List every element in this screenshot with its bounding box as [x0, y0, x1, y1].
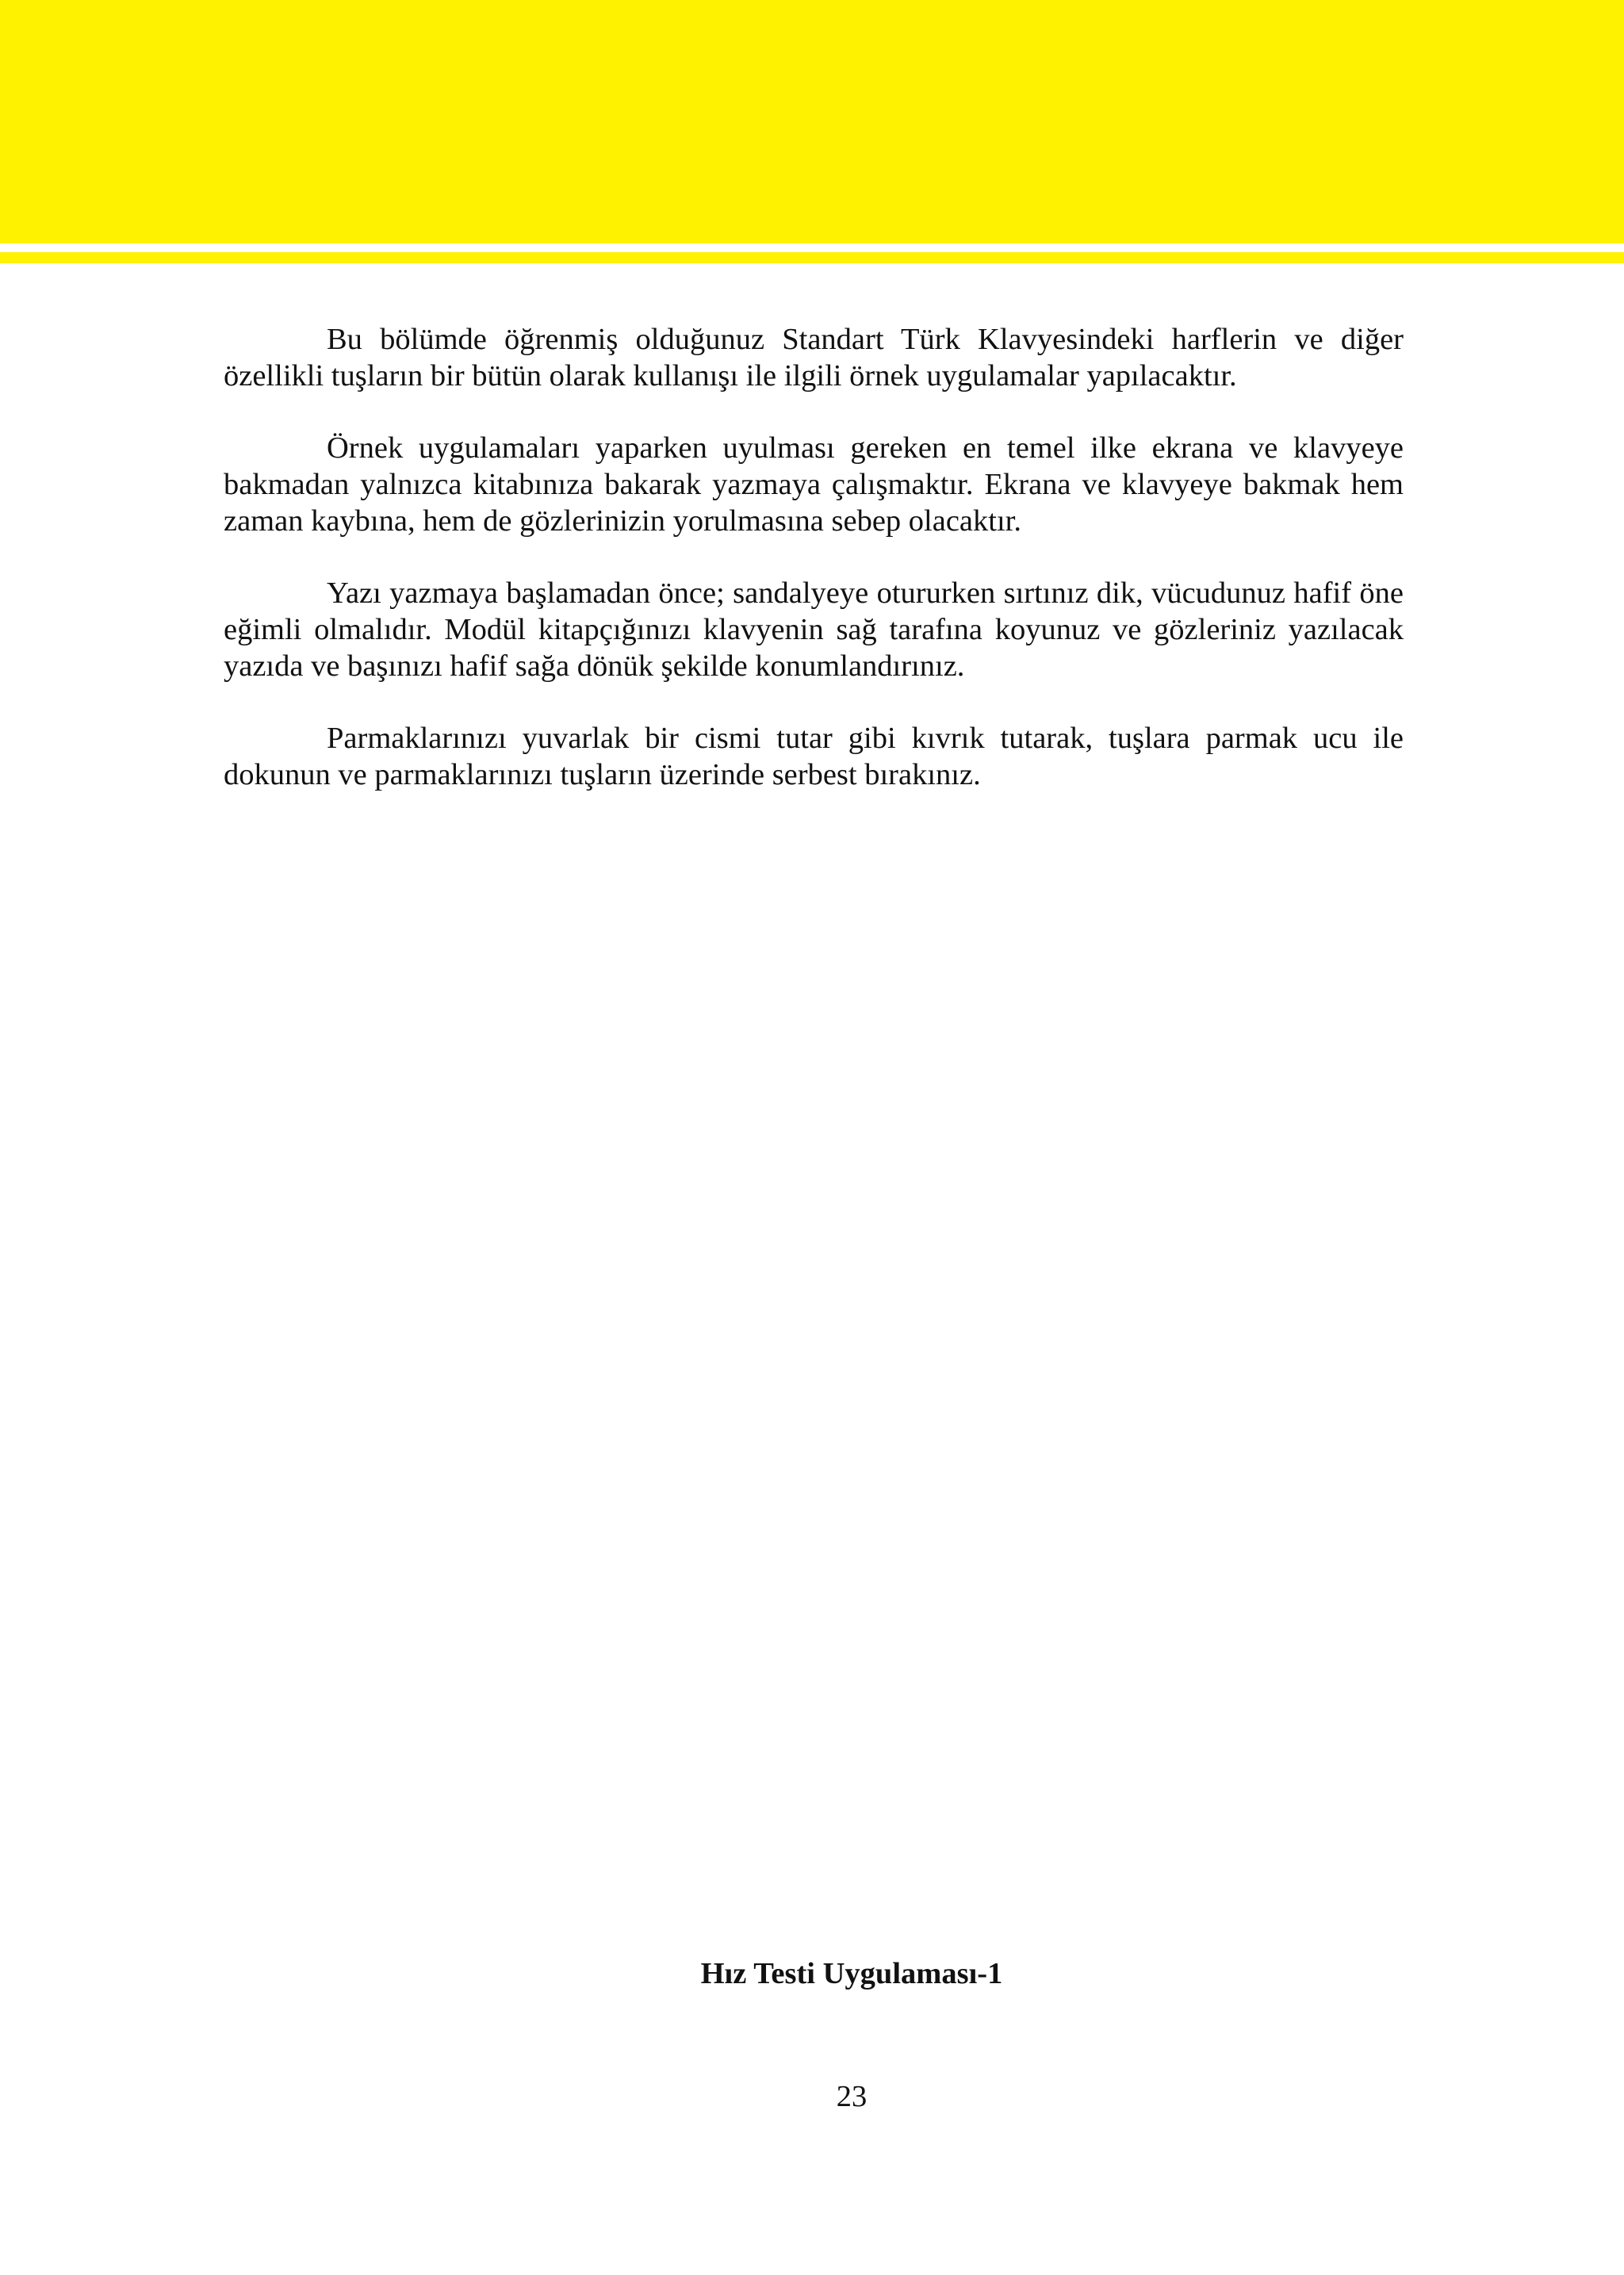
paragraph-fingers: Parmaklarınızı yuvarlak bir cismi tutar gibi kıvrık tutarak, tuşlara parmak ucu ile dokunun ve parmaklarınızı tuşların üzerinde serbest bırakınız.	[224, 722, 1404, 791]
section-heading: Hız Testi Uygulaması-1	[700, 1957, 1003, 1990]
page-number: 23	[836, 2080, 868, 2113]
paragraph-intro: Bu bölümde öğrenmiş olduğunuz Standart Türk Klavyesindeki harflerin ve diğer özellikli tuşların bir bütün olarak kullanışı ile ilgili örnek uygulamalar yapılacaktır.	[224, 323, 1404, 393]
paragraph-basic-rule: Örnek uygulamaları yaparken uyulması gereken en temel ilke ekrana ve klavyeye bakmadan yalnızca kitabınıza bakarak yazmaya çalışmaktır. Ekrana ve klavyeye bakmak hem zaman kaybına, hem de gözlerinizin yorulmasına sebep olacaktır.	[224, 431, 1404, 538]
header-stripe	[0, 252, 1624, 263]
header-band	[0, 0, 1624, 243]
page-content	[224, 321, 1404, 829]
paragraph-posture: Yazı yazmaya başlamadan önce; sandalyeye otururken sırtınız dik, vücudunuz hafif öne eğimli olmalıdır. Modül kitapçığınızı klavyenin sağ tarafına koyunuz ve gözleriniz yazılacak yazıda ve başınızı hafif sağa dönük şekilde konumlandırınız.	[224, 576, 1404, 683]
